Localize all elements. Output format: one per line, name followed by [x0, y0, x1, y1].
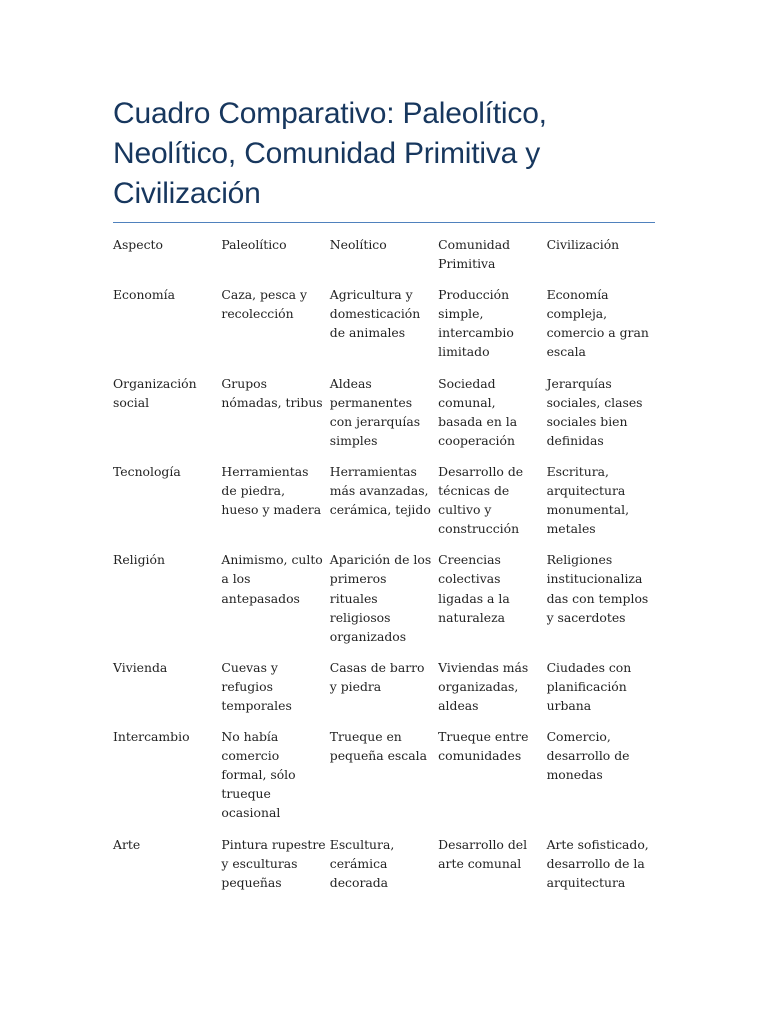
table-cell: Jerarquías sociales, clases sociales bien definidas [546, 375, 643, 448]
table-row [113, 462, 655, 550]
table-cell: Agricultura y domesticación de animales [329, 287, 421, 341]
table-cell: Aldeas permanentes con jerarquías simples [329, 375, 421, 448]
document-page [113, 94, 655, 904]
table-cell: Casas de barro y piedra [329, 659, 425, 694]
header-cell: Civilización [546, 237, 620, 252]
table-cell: Escultura, cerámica decorada [329, 836, 395, 890]
table-cell: Arte sofisticado, desarrollo de la arquitectura [546, 836, 649, 890]
table-row [113, 374, 655, 462]
table-cell: Religiones institucionaliza das con templos y sacerdotes [546, 552, 649, 625]
table-cell: Aparición de los primeros rituales religiosos organizados [329, 552, 432, 644]
table-cell: Escritura, arquitectura monumental, metales [546, 463, 630, 537]
title-underline [113, 222, 655, 223]
table-cell: Desarrollo del arte comunal [438, 836, 528, 871]
table-cell: Ciudades con planificación urbana [546, 659, 632, 713]
table-row [113, 835, 655, 904]
table-row [113, 285, 655, 373]
table-cell: Economía compleja, comercio a gran escala [546, 287, 649, 360]
header-cell: Aspecto [113, 237, 163, 252]
row-aspect-cell: Vivienda [113, 659, 168, 675]
table-cell: Desarrollo de técnicas de cultivo y construcción [438, 463, 524, 537]
header-cell: Comunidad Primitiva [438, 237, 511, 272]
table-cell: Herramientas más avanzadas, cerámica, tejido [329, 463, 431, 518]
table-cell: Pintura rupestre y esculturas pequeñas [221, 836, 326, 890]
row-aspect-cell: Intercambio [113, 729, 190, 745]
table-cell: Sociedad comunal, basada en la cooperación [438, 375, 518, 448]
table-header-row [113, 235, 655, 285]
table-cell: Producción simple, intercambio limitado [438, 287, 514, 360]
row-aspect-cell: Religión [113, 552, 165, 568]
table-cell: Comercio, desarrollo de monedas [546, 729, 630, 783]
header-cell: Paleolítico [221, 237, 287, 252]
row-aspect-cell: Arte [113, 836, 141, 852]
row-aspect-cell: Tecnología [113, 463, 181, 479]
row-aspect-cell: Economía [113, 287, 175, 303]
comparison-table [113, 235, 655, 904]
document-title: Cuadro Comparativo: Paleolítico, Neolítico, Comunidad Primitiva y Civilización [113, 97, 547, 210]
table-row [113, 658, 655, 727]
table-cell: Herramientas de piedra, hueso y madera [221, 463, 322, 518]
table-row [113, 550, 655, 657]
table-cell: No había comercio formal, sólo trueque ocasional [221, 729, 296, 821]
table-cell: Creencias colectivas ligadas a la naturaleza [438, 552, 510, 625]
table-cell: Viviendas más organizadas, aldeas [438, 659, 529, 713]
table-cell: Caza, pesca y recolección [221, 287, 307, 322]
table-row [113, 727, 655, 834]
table-cell: Trueque entre comunidades [438, 729, 529, 764]
table-cell: Cuevas y refugios temporales [221, 659, 292, 713]
header-cell: Neolítico [329, 237, 387, 252]
table-cell: Trueque en pequeña escala [329, 729, 427, 764]
table-cell: Grupos nómadas, tribus [221, 375, 323, 410]
row-aspect-cell: Organización social [113, 375, 197, 410]
table-cell: Animismo, culto a los antepasados [221, 552, 323, 606]
